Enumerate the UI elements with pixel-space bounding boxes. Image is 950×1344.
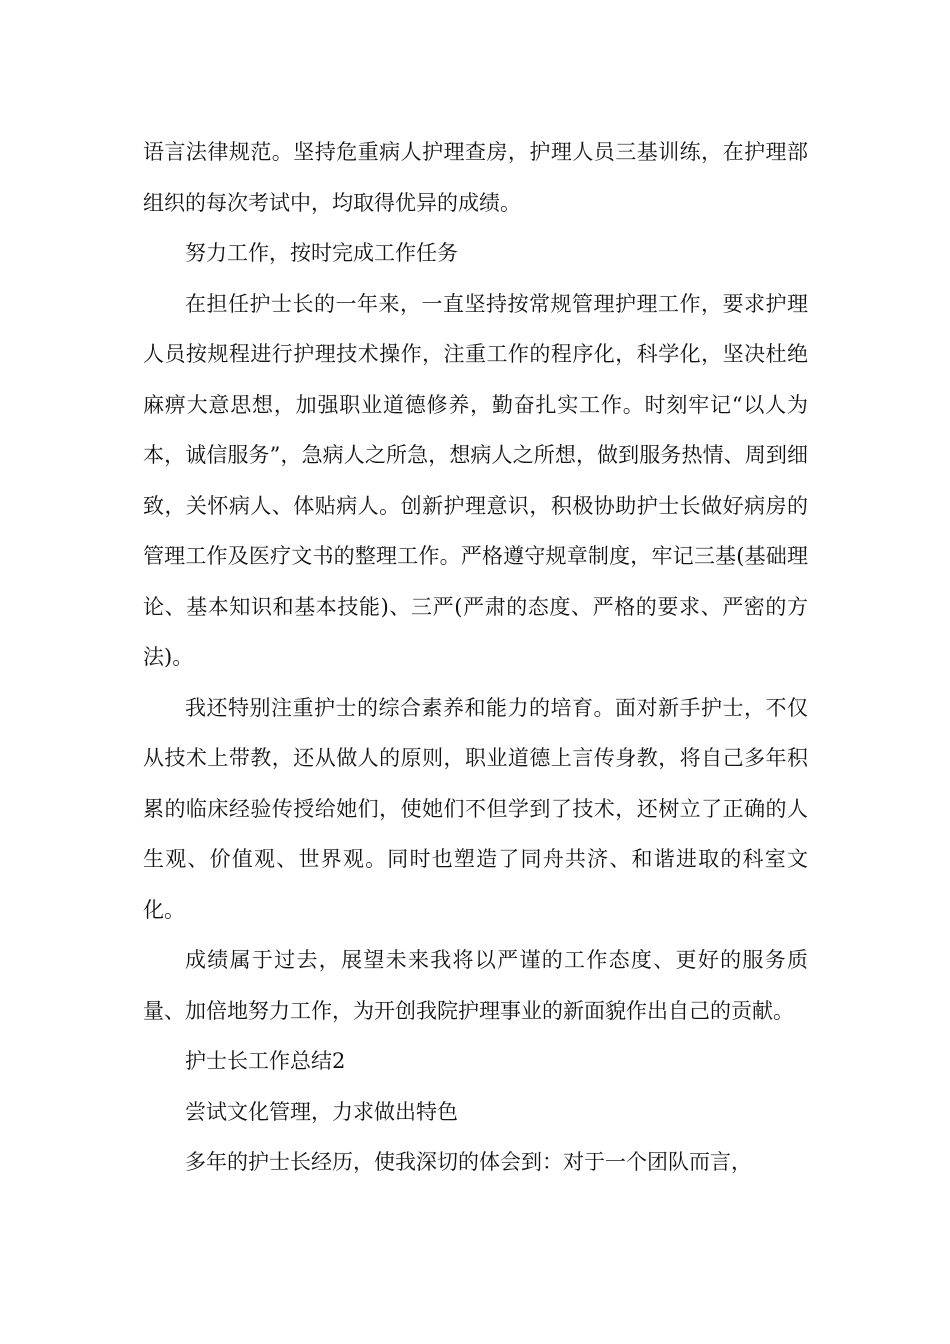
section-heading-work-tasks: 努力工作，按时完成工作任务 [185,241,458,265]
paragraph-nurse-training: 我还特别注重护士的综合素养和能力的培育。面对新手护士，不仅从技术上带教，还从做人的原则，职业道德上言传身教，将自己多年积累的临床经验传授给她们，使她们不但学到了技术，还树立了正确的人生观、价值观、世界观。同时也塑造了同舟共济、和谐进取的科室文化。 [143,695,808,922]
paragraph-experience: 多年的护士长经历，使我深切的体会到：对于一个团队而言， [185,1150,752,1174]
paragraph-routine-management: 在担任护士长的一年来，一直坚持按常规管理护理工作，要求护理人员按规程进行护理技术操作，注重工作的程序化，科学化，坚决杜绝麻痹大意思想，加强职业道德修养，勤奋扎实工作。时刻牢记“以人为本，诚信服务”，急病人之所急，想病人之所想，做到服务热情、周到细致，关怀病人、体贴病人。创新护理意识，积极协助护士长做好病房的管理工作及医疗文书的整理工作。严格遵守规章制度，牢记三基(基础理论、基本知识和基本技能)、三严(严肃的态度、严格的要求、严密的方法)。 [143,291,808,669]
document-body [143,127,808,1188]
paragraph-continuation: 语言法律规范。坚持危重病人护理查房，护理人员三基训练，在护理部组织的每次考试中，均取得优异的成绩。 [143,140,808,215]
paragraph-future-outlook: 成绩属于过去，展望未来我将以严谨的工作态度、更好的服务质量、加倍地努力工作，为开创我院护理事业的新面貌作出自己的贡献。 [143,948,808,1023]
section-heading-culture-management: 尝试文化管理，力求做出特色 [185,1099,458,1124]
document-title-summary-2: 护士长工作总结2 [185,1049,346,1073]
